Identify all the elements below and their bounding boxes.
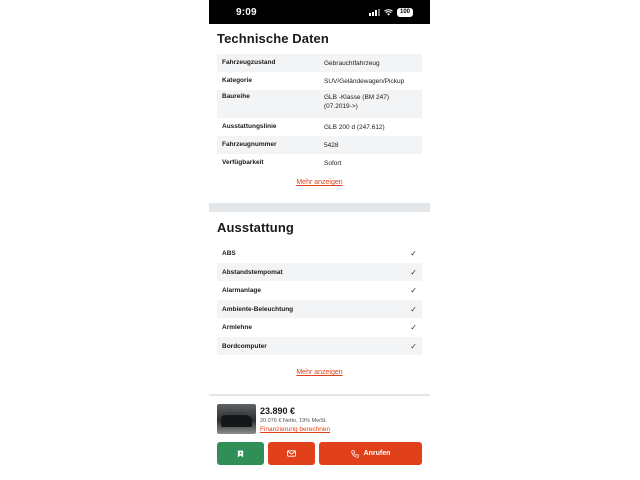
call-button[interactable] <box>319 442 422 465</box>
spec-key: Baureihe <box>222 93 250 100</box>
technical-data-section <box>209 31 430 186</box>
mail-icon <box>287 450 296 457</box>
check-icon: ✓ <box>410 323 417 332</box>
equipment-item-label: Abstandstempomat <box>222 268 283 276</box>
equipment-item <box>217 300 422 318</box>
equipment-more-link[interactable]: Mehr anzeigen <box>296 369 343 376</box>
phone-screen <box>209 0 430 480</box>
spec-row <box>217 90 422 118</box>
check-icon: ✓ <box>410 341 417 351</box>
spec-value: Sofort <box>324 160 342 167</box>
status-icons <box>369 8 413 17</box>
check-icon: ✓ <box>410 304 417 314</box>
spec-row <box>217 136 422 154</box>
equipment-item-label: Ambiente-Beleuchtung <box>222 305 294 313</box>
offer-price: 23.890 € <box>260 406 296 416</box>
equipment-item-label: Armlehne <box>222 324 252 331</box>
section-divider <box>209 203 430 212</box>
signal-icon <box>369 9 380 16</box>
equipment-item <box>217 318 422 337</box>
check-icon: ✓ <box>410 249 417 258</box>
email-button[interactable] <box>268 442 315 465</box>
equipment-section <box>209 220 430 376</box>
equipment-item <box>217 244 422 263</box>
spec-value: GLB 200 d (247.612) <box>324 124 385 131</box>
check-icon: ✓ <box>410 267 417 277</box>
vehicle-thumbnail[interactable] <box>217 404 256 434</box>
technical-data-title: Technische Daten <box>217 31 329 46</box>
equipment-item-label: Alarmanlage <box>222 287 262 294</box>
battery-icon: 100 <box>397 8 413 17</box>
check-icon: ✓ <box>410 286 417 295</box>
spec-row <box>217 54 422 72</box>
bookmark-icon <box>237 450 244 458</box>
status-bar <box>209 0 430 24</box>
tech-more-link[interactable]: Mehr anzeigen <box>296 179 343 186</box>
spec-key: Fahrzeugzustand <box>222 59 276 66</box>
spec-key: Fahrzeugnummer <box>222 141 277 148</box>
phone-icon <box>351 450 359 458</box>
spec-row <box>217 72 422 90</box>
spec-value: SUV/Geländewagen/Pickup <box>324 78 405 85</box>
spec-key: Ausstattungslinie <box>222 123 277 130</box>
equipment-item-label: Bordcomputer <box>222 342 267 350</box>
equipment-item <box>217 263 422 281</box>
spec-key: Verfügbarkeit <box>222 159 264 166</box>
equipment-item <box>217 337 422 355</box>
wifi-icon <box>384 9 393 16</box>
spec-key: Kategorie <box>222 77 252 84</box>
offer-netto: 20.076 € Netto, 19% MwSt. <box>260 418 327 424</box>
spec-row <box>217 154 422 172</box>
spec-value: Gebrauchtfahrzeug <box>324 60 380 67</box>
call-button-label: Anrufen <box>363 450 391 457</box>
spec-row <box>217 118 422 136</box>
equipment-item-label: ABS <box>222 250 236 257</box>
finance-link[interactable]: Finanzierung berechnen <box>260 426 331 433</box>
offer-bar <box>209 394 430 480</box>
equipment-item <box>217 281 422 300</box>
status-time: 9:09 <box>236 6 257 18</box>
park-button[interactable] <box>217 442 264 465</box>
spec-value: 5428 <box>324 142 339 149</box>
spec-value: GLB -Klasse (BM 247) (07.2019->) <box>324 94 390 110</box>
equipment-title: Ausstattung <box>217 220 294 235</box>
